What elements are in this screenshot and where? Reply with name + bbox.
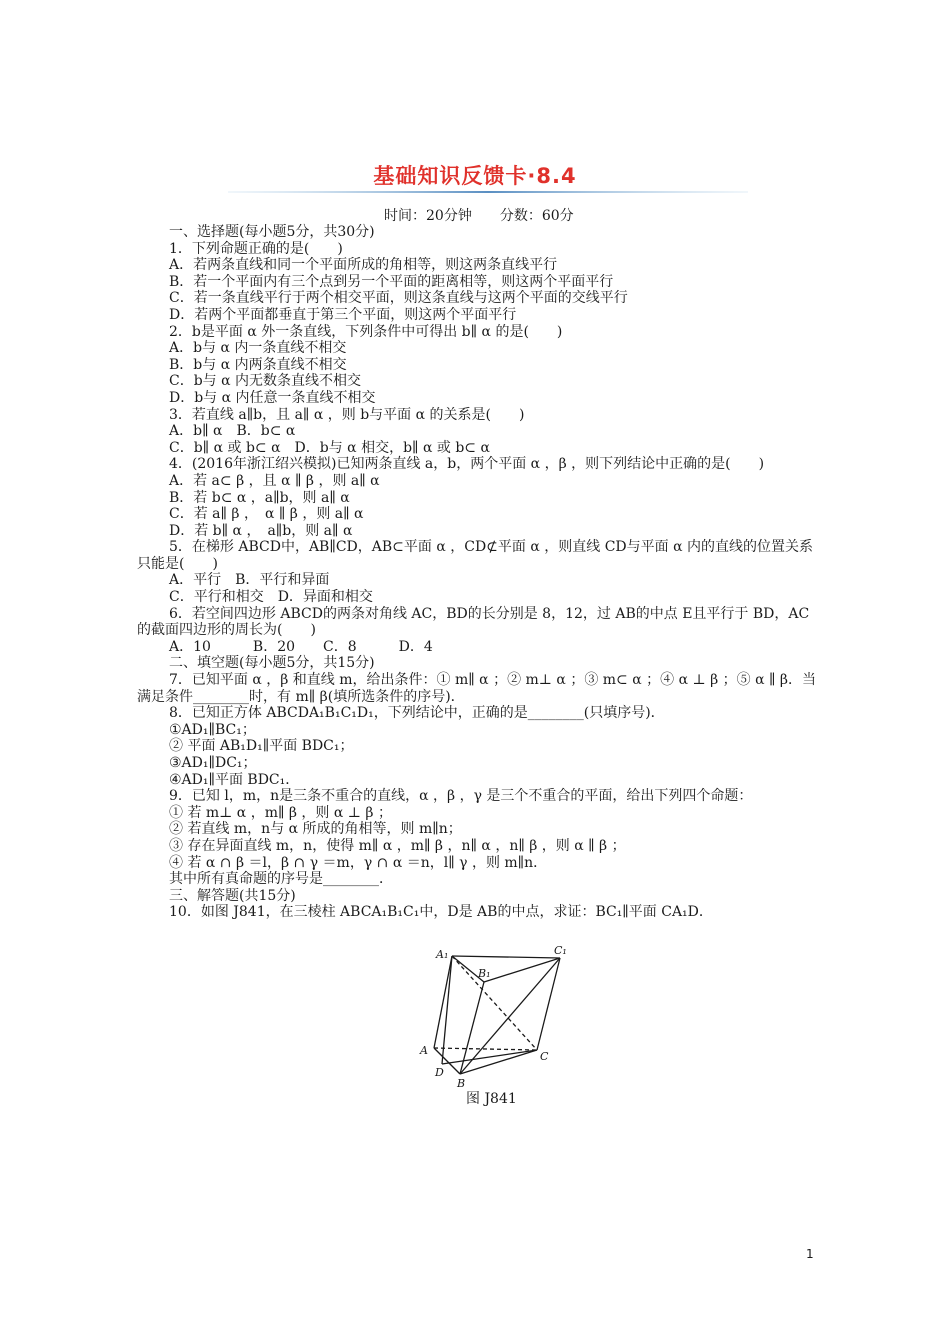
text-line: C．若 a∥ β ， α ∥ β ，则 a∥ α [169,506,364,523]
label-c: C [540,1050,549,1063]
text-line: A．若两条直线和同一个平面所成的角相等，则这两条直线平行 [169,257,558,274]
text-line: 5．在梯形 ABCD中，AB∥CD，AB⊂平面 α ，CD⊄平面 α ，则直线 CD与平面 α 内的直线的位置关系只能是( ) [137,539,813,572]
text-line: ② 若直线 m，n与 α 所成的角相等，则 m∥n； [169,821,462,838]
text-line: ④AD₁∥平面 BDC₁． [169,771,300,788]
text-line: ① 若 m⊥ α ，m∥ β ，则 α ⊥ β ； [169,804,392,821]
text-line: 8．已知正方体 ABCDA₁B₁C₁D₁，下列结论中，正确的是________(只填序号)． [169,705,665,722]
question-body [137,224,817,921]
text-line: ③AD₁∥DC₁； [169,755,257,771]
text-line: 二、填空题(每小题5分，共15分) [169,655,375,672]
text-line: A．若 a⊂ β ，且 α ∥ β ，则 a∥ α [169,472,380,489]
text-line: A．b与 α 内一条直线不相交 [169,340,347,357]
figure-caption: 图 J841 [466,1091,517,1107]
text-line: 3．若直线 a∥b，且 a∥ α ，则 b与平面 α 的关系是( ) [169,406,525,423]
page-title: 基础知识反馈卡·8.4 [373,164,577,188]
page-number: 1 [806,1247,814,1261]
exam-meta: 时间：20分钟 分数：60分 [384,208,574,224]
text-line: A．b∥ α B．b⊂ α [169,423,296,440]
text-line: ④ 若 α ∩ β ＝l，β ∩ γ ＝m，γ ∩ α ＝n，l∥ γ ，则 m∥n． [169,854,548,871]
label-c1: C₁ [554,946,567,957]
text-line: 2．b是平面 α 外一条直线，下列条件中可得出 b∥ α 的是( ) [169,323,563,340]
text-line: 7．已知平面 α ，β 和直线 m，给出条件：① m∥ α ；② m⊥ α ；③ m⊂ α ；④ α ⊥ β ；⑤ α ∥ β．当满足条件________时，有 m∥ β(填所选条件的序号)． [137,672,817,705]
text-line: A．10 B．20 C．8 D．4 [169,638,433,655]
prism-figure [412,946,582,1091]
text-line: B．若一个平面内有三个点到另一个平面的距离相等，则这两个平面平行 [169,273,614,290]
text-line: ①AD₁∥BC₁； [169,721,256,738]
text-line: 9．已知 l，m，n是三条不重合的直线，α ，β ，γ 是三个不重合的平面，给出下列四个命题： [169,788,753,805]
label-b1: B₁ [478,967,491,980]
label-a1: A₁ [436,948,449,961]
text-line: 6．若空间四边形 ABCD的两条对角线 AC，BD的长分别是 8，12，过 AB的中点 E且平行于 BD，AC的截面四边形的周长为( ) [137,605,810,639]
text-line: 4．(2016年浙江绍兴模拟)已知两条直线 a，b，两个平面 α ，β ，则下列结论中正确的是( ) [169,456,765,473]
text-line: ③ 存在异面直线 m，n，使得 m∥ α ，m∥ β ，n∥ α ，n∥ β ，则 α ∥ β ； [169,837,626,854]
text-line: ② 平面 AB₁D₁∥平面 BDC₁； [169,738,354,755]
text-line: D．若 b∥ α ， a∥b，则 a∥ α [169,522,353,539]
text-line: C．若一条直线平行于两个相交平面，则这条直线与这两个平面的交线平行 [169,290,628,307]
text-line: A．平行 B．平行和异面 [169,572,330,589]
text-line: 三、解答题(共15分) [169,887,296,904]
text-line: 其中所有真命题的序号是________． [169,871,393,888]
text-line: D．b与 α 内任意一条直线不相交 [169,389,376,406]
text-line: B．若 b⊂ α ，a∥b，则 a∥ α [169,489,350,506]
text-line: C．b与 α 内无数条直线不相交 [169,373,362,390]
text-line: 1．下列命题正确的是( ) [169,240,343,257]
text-line: B．b与 α 内两条直线不相交 [169,356,347,373]
text-line: C．平行和相交 D．异面和相交 [169,589,373,606]
label-b: B [457,1077,466,1090]
label-d: D [435,1066,444,1079]
text-line: C．b∥ α 或 b⊂ α D．b与 α 相交，b∥ α 或 b⊂ α [169,439,490,456]
text-line: D．若两个平面都垂直于第三个平面，则这两个平面平行 [169,306,517,323]
text-line: 10．如图 J841，在三棱柱 ABCA₁B₁C₁中，D是 AB的中点，求证：BC₁∥平面 CA₁D． [169,904,713,921]
label-a: A [420,1044,428,1057]
title-underline [228,190,748,194]
text-line: 一、选择题(每小题5分，共30分) [169,224,375,240]
